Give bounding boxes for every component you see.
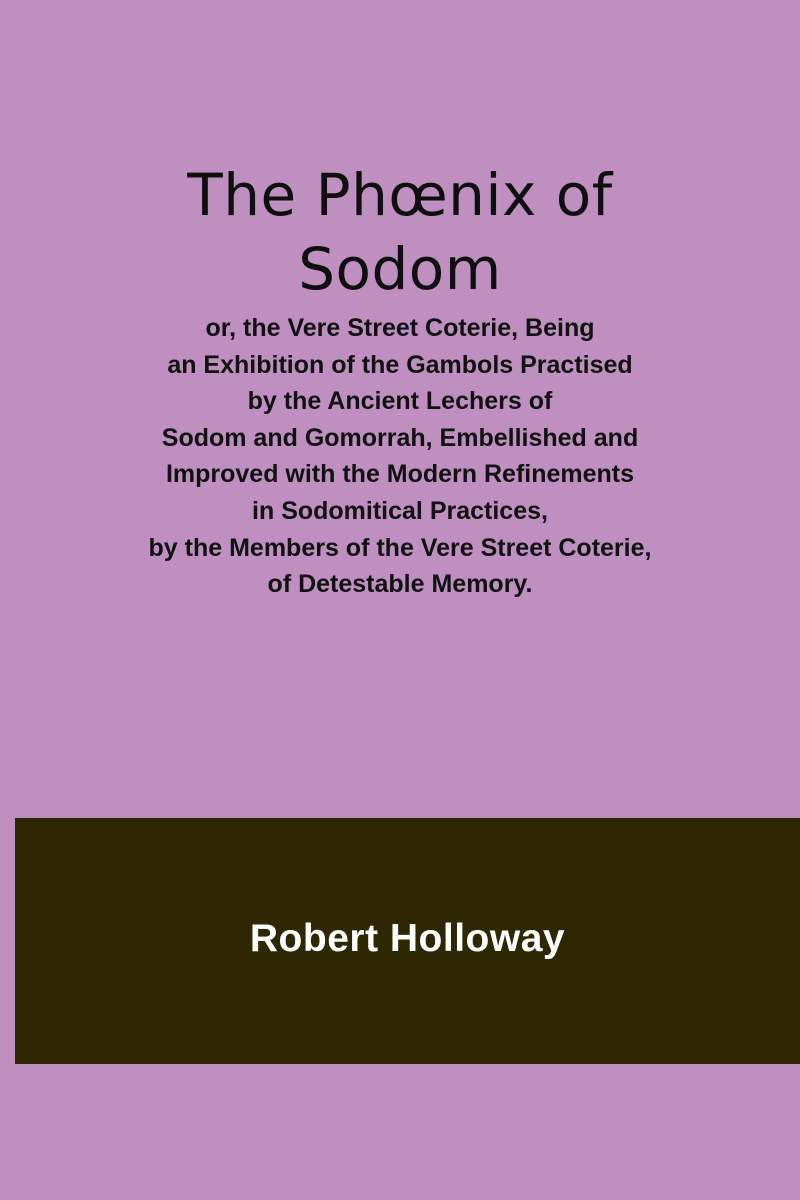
subtitle-line-5: Improved with the Modern Refinements: [165, 460, 635, 489]
subtitle-line-4: Sodom and Gomorrah, Embellished and: [161, 423, 639, 452]
author-band: [15, 818, 800, 1064]
author-name: Robert Holloway: [249, 917, 566, 960]
title-line-1: The Phœnix of: [187, 161, 613, 229]
title-line-2: Sodom: [298, 235, 502, 303]
subtitle-line-3: by the Ancient Lechers of: [247, 387, 553, 416]
subtitle-line-8: of Detestable Memory.: [267, 570, 533, 599]
subtitle-line-1: or, the Vere Street Coterie, Being: [205, 314, 595, 342]
subtitle-line-2: an Exhibition of the Gambols Practised: [167, 350, 633, 379]
book-subtitle: [40, 310, 760, 603]
subtitle-line-7: by the Members of the Vere Street Coterie,: [148, 533, 652, 562]
subtitle-line-6: in Sodomitical Practices,: [252, 496, 548, 525]
book-title: [40, 158, 760, 306]
